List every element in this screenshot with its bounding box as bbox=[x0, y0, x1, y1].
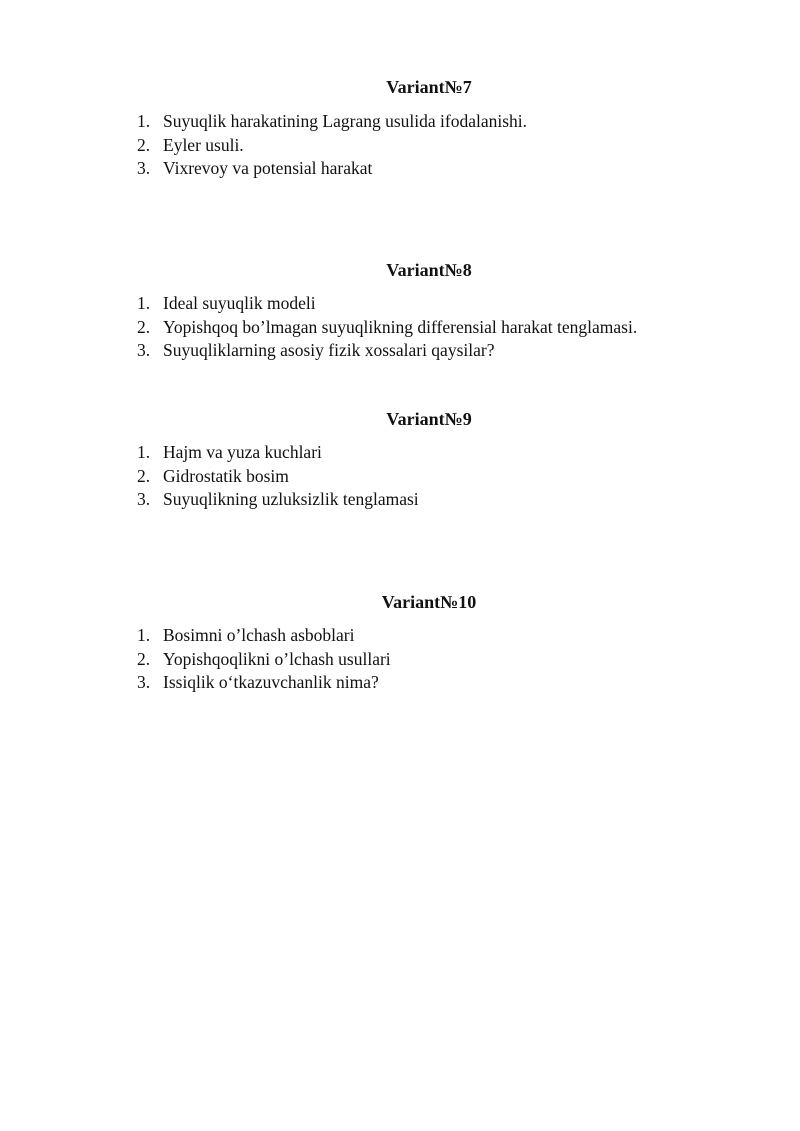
item-text: Suyuqlikning uzluksizlik tenglamasi bbox=[163, 489, 419, 509]
item-text: Bosimni o’lchash asboblari bbox=[163, 625, 355, 645]
item-number: 2. bbox=[137, 648, 151, 669]
variant-title: Variant№7 bbox=[386, 77, 472, 97]
item-number: 2. bbox=[137, 134, 151, 155]
item-number: 1. bbox=[137, 111, 151, 131]
item-text: Hajm va yuza kuchlari bbox=[163, 442, 322, 462]
item-number: 2. bbox=[137, 316, 151, 337]
item-number: 1. bbox=[137, 293, 151, 313]
item-number: 3. bbox=[137, 489, 151, 509]
item-number: 1. bbox=[137, 625, 151, 645]
item-text: Suyuqlik harakatining Lagrang usulida ifodalanishi. bbox=[163, 111, 528, 131]
variant-title: Variant№9 bbox=[386, 409, 472, 429]
item-text: Suyuqliklarning asosiy fizik xossalari qaysilar? bbox=[163, 340, 495, 360]
item-text: Yopishqoqlikni o’lchash usullari bbox=[163, 648, 391, 669]
variant-title: Variant№8 bbox=[386, 260, 472, 280]
item-text: Issiqlik o‘tkazuvchanlik nima? bbox=[163, 672, 379, 692]
item-text: Gidrostatik bosim bbox=[163, 465, 289, 486]
item-text: Vixrevoy va potensial harakat bbox=[163, 158, 373, 178]
variant-title: Variant№10 bbox=[381, 592, 477, 612]
item-number: 3. bbox=[137, 672, 151, 692]
item-text: Ideal suyuqlik modeli bbox=[163, 293, 316, 313]
item-number: 3. bbox=[137, 158, 151, 178]
item-text: Yopishqoq bo’lmagan suyuqlikning differensial harakat tenglamasi. bbox=[163, 316, 638, 337]
item-number: 2. bbox=[137, 465, 151, 486]
item-number: 3. bbox=[137, 340, 151, 360]
item-text: Eyler usuli. bbox=[163, 134, 244, 155]
item-number: 1. bbox=[137, 442, 151, 462]
